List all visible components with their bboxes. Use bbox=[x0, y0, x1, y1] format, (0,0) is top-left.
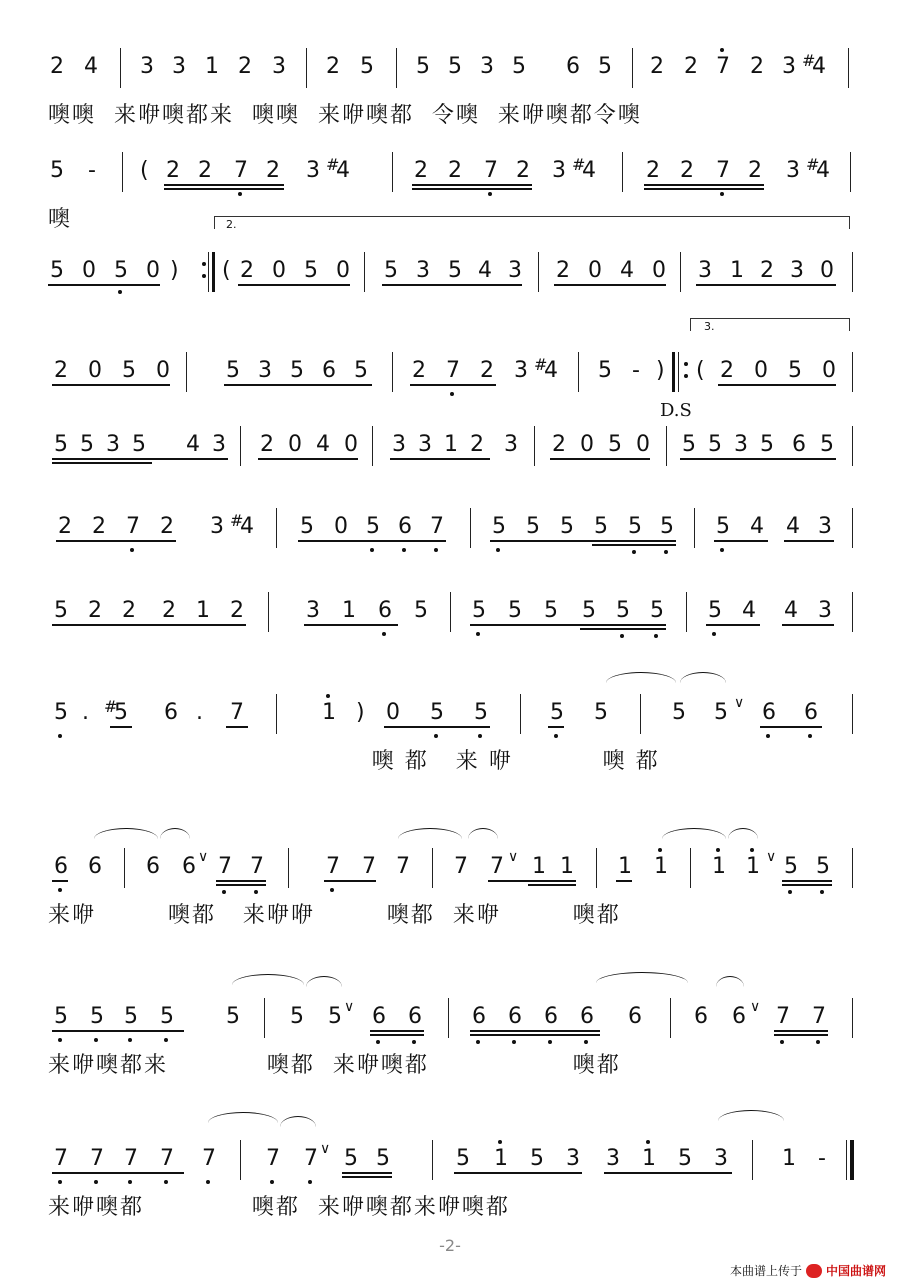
staff-line: 2 2 7 2 3 # 4 5 0 5 6 7 5 5 5 5 5 5 5 4 4 3 bbox=[0, 506, 900, 550]
ds-marking: D.S bbox=[660, 400, 692, 421]
volta-bracket bbox=[214, 216, 850, 229]
lyrics-line: 噢 bbox=[48, 207, 73, 232]
staff-line: 6 6 6 6 ∨ 7 7 7 7 7 7 7 ∨ 1 1 1 1 1 1 ∨ 5 5 bbox=[0, 846, 900, 890]
source-text: 本曲谱上传于 bbox=[729, 1264, 802, 1278]
staff-line: 5 2 2 2 1 2 3 1 6 5 5 5 5 5 5 5 5 4 4 3 bbox=[0, 590, 900, 634]
lyrics-line: 来咿噢都 噢都 来咿噢都来咿噢都 bbox=[48, 1195, 510, 1220]
staff-line: 2 4 3 3 1 2 3 2 5 5 5 3 5 6 5 2 2 7 2 3 # 4 bbox=[0, 46, 900, 90]
lyrics-line: 噢 都 来 咿 噢 都 bbox=[48, 749, 660, 774]
volta-label: 3. bbox=[704, 320, 715, 333]
staff-line: 5 - ( 2 2 7 2 3 # 4 2 2 7 2 3 # 4 2 2 7 2 3 # 4 bbox=[0, 150, 900, 194]
staff-line: 5 5 3 5 4 3 2 0 4 0 3 3 1 2 3 2 0 5 0 5 5 3 5 6 5 bbox=[0, 424, 900, 468]
lyrics-line: 来咿噢都来 噢都 来咿噢都 噢都 bbox=[48, 1053, 621, 1078]
lyrics-line: 噢噢 来咿噢都来 噢噢 来咿噢都 令噢 来咿噢都令噢 bbox=[48, 103, 642, 128]
site-logo-icon bbox=[806, 1264, 822, 1278]
staff-line: 2 0 5 0 5 3 5 6 5 2 7 2 3 # 4 5 - ) ( 2 0 5 0 bbox=[0, 350, 900, 394]
staff-line: 5 . # 5 6 . 7 1 ) 0 5 5 5 5 5 5 ∨ 6 6 bbox=[0, 692, 900, 736]
site-logo-text: 中国曲谱网 bbox=[825, 1264, 886, 1278]
volta-label: 2. bbox=[226, 218, 237, 231]
source-attribution bbox=[730, 1262, 886, 1279]
page-number: -2- bbox=[439, 1236, 461, 1255]
staff-line: 5 5 5 5 5 5 5 ∨ 6 6 6 6 6 6 6 6 6 ∨ 7 7 bbox=[0, 996, 900, 1040]
lyrics-line: 来咿 噢都 来咿咿 噢都 来咿 噢都 bbox=[48, 903, 621, 928]
staff-line: 5 0 5 0 ) ( 2 0 5 0 5 3 5 4 3 2 0 4 0 3 1 2 3 0 bbox=[0, 250, 900, 294]
staff-line: 7 7 7 7 7 7 7 ∨ 5 5 5 1 5 3 3 1 5 3 1 - bbox=[0, 1138, 900, 1182]
